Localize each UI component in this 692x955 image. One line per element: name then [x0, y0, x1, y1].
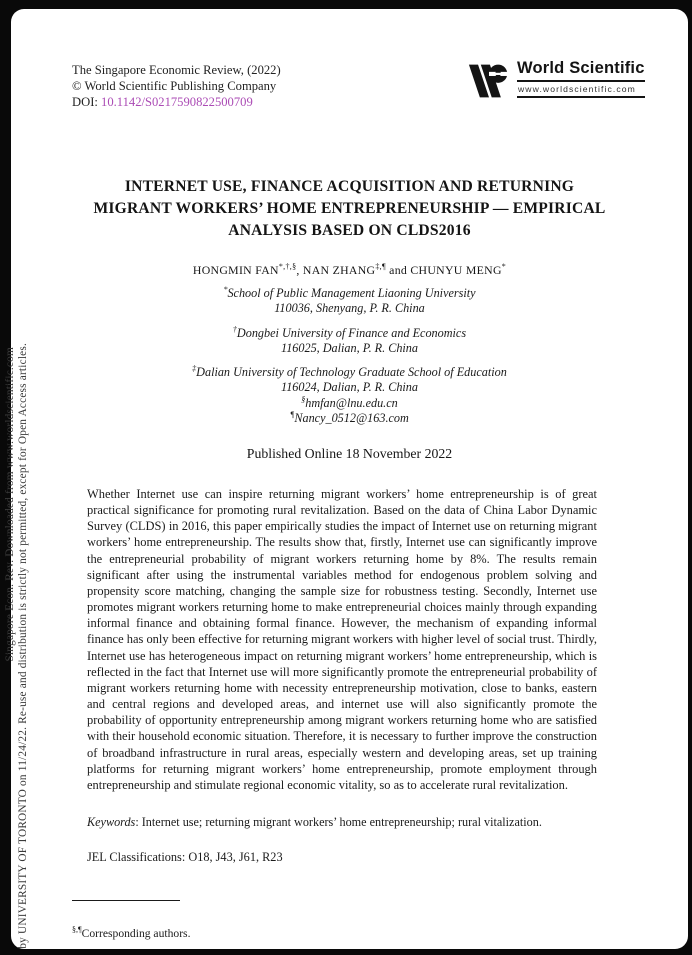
abstract-text: Whether Internet use can inspire returning migrant workers’ home entrepreneurship is of great practical significance for promoting rural revitalization. Based on the data of China Labor Dynamic Survey (CLDS) in 2016, this paper empirically studies the impact of Internet use on returning migrant workers’ home entrepreneurship. The results show that, firstly, Internet use can significantly improve the entrepreneurial probability of migrant workers returning home by 8%. The results remain significant after using the instrumental variables method for endogenous problem solving and propensity score matching, changing the sample size for robustness testing. Secondly, Internet use promotes migrant workers returning home to make entrepreneurial choices mainly through expanding informal finance and obtaining formal finance. However, the mechanism of expanding informal finance has only been effective for returning migrant workers with higher level of social trust. Thirdly, Internet use has heterogeneous impact on returning migrant workers’ home entrepreneurship, which is reflected in the fact that Internet use will more significantly promote the entrepreneurial probability of migrant workers returning home with necessity entrepreneurship motivation, close to banks, eastern and central regions and developed areas, and internet use will also significantly promote the probability of opportunity entrepreneurship among migrant workers returning home who are satisfied with their household economic situation. Therefore, it is necessary to further improve the construction of broadband infrastructure in rural areas, especially western and developing areas, set up training platforms for returning migrant workers’ home entrepreneurship, promote employment through entrepreneurship and stimulate regional economic vitality, so as to accelerate rural revitalization.: [87, 487, 597, 792]
logo-url: www.worldscientific.com: [517, 82, 645, 98]
affiliation-marker: ¶: [290, 410, 295, 420]
author-2-superscript: ‡,¶: [375, 262, 386, 272]
footnote-rule: [72, 900, 180, 901]
keywords-line: [87, 815, 597, 830]
author-separator-2: and: [385, 263, 411, 277]
footnote-text: Corresponding authors.: [81, 926, 191, 940]
doi-label: DOI:: [72, 95, 102, 109]
sidebar-download-notice-line2: by UNIVERSITY OF TORONTO on 11/24/22. Re-use and distribution is strictly not permitted, except for Open Access articles.: [17, 343, 29, 949]
published-online-line: Published Online 18 November 2022: [246, 446, 453, 461]
world-scientific-logo: [468, 59, 645, 101]
publisher-header: [72, 62, 281, 110]
copyright-line: © World Scientific Publishing Company: [72, 79, 277, 93]
affiliation-text: 116024, Dalian, P. R. China: [281, 380, 418, 395]
affiliation-text: 116025, Dalian, P. R. China: [281, 340, 418, 355]
title-line-2: MIGRANT WORKERS’ HOME ENTREPRENEURSHIP — EMPIRICAL: [93, 200, 606, 217]
paper-page: [11, 9, 688, 949]
author-1: HONGMIN FAN: [192, 263, 279, 277]
article-title: [51, 176, 648, 242]
doi-line: [72, 94, 281, 110]
affiliation-line: [51, 365, 648, 380]
affiliation-text: Dalian University of Technology Graduate School of Education: [196, 365, 507, 380]
affiliation-text: School of Public Management Liaoning University: [227, 286, 476, 300]
author-3-superscript: *: [501, 262, 507, 272]
affiliation-marker: §: [301, 394, 306, 404]
affiliation-line: [51, 380, 648, 395]
author-email: [51, 396, 648, 411]
affiliation-text: 110036, Shenyang, P. R. China: [274, 301, 425, 316]
author-line: [51, 263, 648, 278]
affiliation-text: Dongbei University of Finance and Economics: [236, 325, 467, 340]
affiliation-line: [51, 301, 648, 316]
author-1-superscript: *,†,§: [278, 262, 297, 272]
affiliation-marker: †: [232, 324, 237, 334]
author-3: CHUNYU MENG: [410, 263, 502, 277]
affiliation-marker: *: [223, 284, 228, 294]
title-line-1: INTERNET USE, FINANCE ACQUISITION AND RETURNING: [124, 178, 575, 195]
keywords-text: : Internet use; returning migrant workers’ home entrepreneurship; rural vitalization.: [135, 815, 542, 829]
footnote-marker: §,¶: [72, 925, 82, 934]
title-line-3: ANALYSIS BASED ON CLDS2016: [228, 222, 471, 239]
logo-name: World Scientific: [517, 59, 645, 82]
affiliation-line: [51, 326, 648, 341]
affiliation-line: [51, 286, 648, 301]
affiliation-line: [51, 341, 648, 356]
jel-classifications-line: JEL Classifications: O18, J43, J61, R23: [87, 850, 283, 864]
affiliation-marker: ‡: [192, 364, 197, 374]
doi-link[interactable]: 10.1142/S0217590822500709: [101, 95, 253, 109]
author-email: [51, 411, 648, 426]
email-text: Nancy_0512@163.com: [294, 411, 409, 426]
world-scientific-logo-icon: [468, 59, 510, 101]
sidebar-download-notice-line1: Singapore Econ. Rev. Downloaded from www.worldscientific.com: [4, 347, 16, 662]
world-scientific-logo-text: [517, 59, 645, 98]
corresponding-authors-footnote: [72, 925, 190, 940]
author-separator-1: ,: [296, 263, 303, 277]
email-text: hmfan@lnu.edu.cn: [305, 395, 398, 410]
affiliations: [51, 286, 648, 426]
journal-line: The Singapore Economic Review, (2022): [72, 63, 281, 77]
author-2: NAN ZHANG: [302, 263, 376, 277]
keywords-label: Keywords: [87, 815, 136, 829]
